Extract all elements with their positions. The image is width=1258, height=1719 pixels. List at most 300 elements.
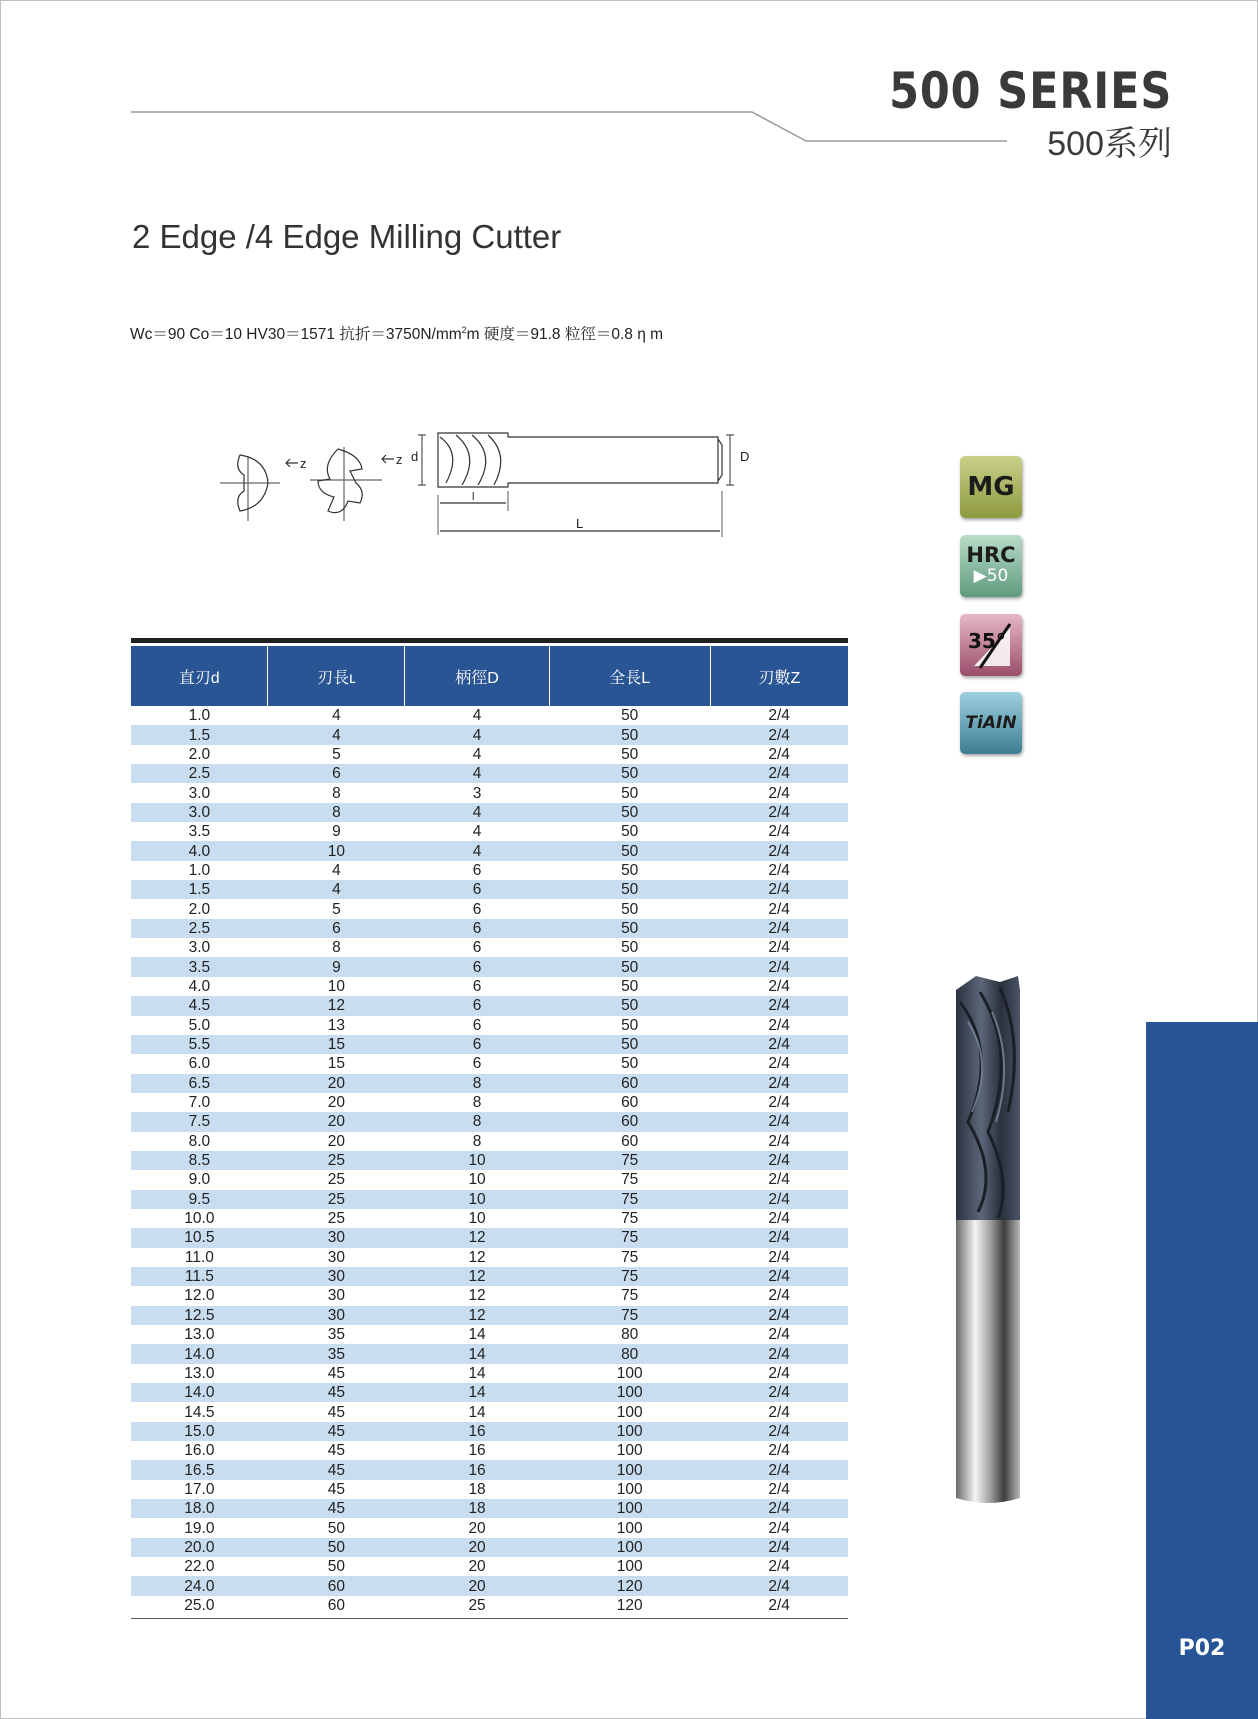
header-flute-length: 刃長ʟ: [268, 646, 405, 706]
spec-text-1: Wc＝90 Co＝10 HV30＝1571 抗折＝3750N/mm: [130, 326, 462, 343]
cell-flute-count: 2/4: [710, 957, 848, 976]
cell-flute-length: 20: [327, 1094, 345, 1112]
cell-flute-count: 2/4: [768, 939, 790, 957]
table-row: [131, 899, 848, 918]
cell-shank-diameter: 4: [472, 707, 482, 725]
cell-flute-length: 10: [327, 977, 345, 995]
cell-flute-length: 4: [268, 880, 405, 899]
cell-overall-length: 100: [616, 1364, 643, 1382]
table-row: [131, 1596, 848, 1615]
cell-cutting-diameter: 24.0: [131, 1576, 268, 1595]
cell-flute-length: 45: [327, 1480, 345, 1498]
cell-shank-diameter: 14: [468, 1364, 486, 1382]
cell-cutting-diameter: 13.0: [184, 1326, 215, 1344]
cell-flute-count: 2/4: [768, 1442, 790, 1460]
cell-shank-diameter: 4: [472, 745, 482, 763]
table-row: [131, 1248, 848, 1267]
cell-flute-count: 2/4: [768, 1094, 790, 1112]
table-row: [131, 1576, 848, 1595]
cell-cutting-diameter: 6.5: [131, 1074, 268, 1093]
table-row: [131, 1557, 848, 1576]
cell-cutting-diameter: 4.0: [131, 841, 268, 860]
cell-flute-count: 2/4: [768, 1364, 790, 1382]
cell-flute-count: 2/4: [768, 784, 790, 802]
cell-cutting-diameter: 5.5: [131, 1035, 268, 1054]
series-title: 500 SERIES: [888, 62, 1172, 120]
cutter-technical-drawing: [210, 425, 770, 555]
table-row: [131, 1422, 848, 1441]
cell-cutting-diameter: 7.5: [131, 1112, 268, 1131]
cell-shank-diameter: 20: [468, 1519, 486, 1537]
cell-cutting-diameter: 16.5: [131, 1460, 268, 1479]
cell-shank-diameter: 8: [472, 1132, 482, 1150]
table-row: [131, 1190, 848, 1209]
table-header-row: [131, 646, 848, 706]
cell-flute-count: 2/4: [710, 1538, 848, 1557]
cell-overall-length: 50: [621, 784, 639, 802]
cell-flute-length: 20: [327, 1132, 345, 1150]
cell-shank-diameter: 10: [405, 1190, 549, 1209]
cell-cutting-diameter: 3.0: [131, 803, 268, 822]
cell-cutting-diameter: 16.0: [184, 1442, 215, 1460]
table-row: [131, 1306, 848, 1325]
cell-flute-count: 2/4: [768, 1055, 790, 1073]
cell-flute-length: 13: [327, 1016, 345, 1034]
table-row: [131, 1267, 848, 1286]
cell-flute-length: 4: [332, 707, 341, 725]
cell-flute-count: 2/4: [768, 1519, 790, 1537]
hrc-badge-value: ▶50: [973, 566, 1009, 586]
cell-flute-length: 45: [327, 1403, 345, 1421]
cell-cutting-diameter: 3.5: [188, 823, 211, 841]
table-row: [131, 861, 848, 880]
table-row: [131, 725, 848, 744]
cell-shank-diameter: 18: [468, 1480, 486, 1498]
cell-flute-length: 8: [332, 939, 341, 957]
cell-flute-length: 25: [268, 1151, 405, 1170]
table-row: [131, 1460, 848, 1479]
cell-cutting-diameter: 4.0: [188, 977, 211, 995]
cell-overall-length: 50: [621, 900, 639, 918]
cell-flute-count: 2/4: [768, 1016, 790, 1034]
cell-overall-length: 50: [549, 1035, 710, 1054]
coating-badge-label: TiAIN: [965, 713, 1017, 733]
cell-overall-length: 50: [549, 996, 710, 1015]
cell-flute-count: 2/4: [768, 1248, 790, 1266]
cell-shank-diameter: 4: [405, 841, 549, 860]
cell-cutting-diameter: 25.0: [184, 1596, 215, 1614]
table-row: [131, 880, 848, 899]
cell-flute-count: 2/4: [710, 1151, 848, 1170]
table-row: [131, 1286, 848, 1305]
cell-cutting-diameter: 6.0: [188, 1055, 211, 1073]
cell-cutting-diameter: 9.0: [188, 1171, 211, 1189]
cell-flute-length: 10: [268, 841, 405, 860]
cell-flute-length: 25: [327, 1210, 345, 1228]
cell-cutting-diameter: 7.0: [188, 1094, 211, 1112]
table-row: [131, 1112, 848, 1131]
cell-flute-count: 2/4: [768, 1287, 790, 1305]
table-row: [131, 1364, 848, 1383]
cell-overall-length: 50: [549, 841, 710, 860]
cell-shank-diameter: 4: [405, 764, 549, 783]
cell-cutting-diameter: 1.5: [131, 880, 268, 899]
cell-flute-count: 2/4: [768, 977, 790, 995]
table-row: [131, 783, 848, 802]
cell-overall-length: 75: [621, 1287, 639, 1305]
cell-overall-length: 50: [549, 764, 710, 783]
cell-shank-diameter: 14: [468, 1403, 486, 1421]
cell-cutting-diameter: 1.0: [188, 861, 211, 879]
header-rule: [0, 100, 1020, 150]
table-row: [131, 957, 848, 976]
cell-cutting-diameter: 4.5: [131, 996, 268, 1015]
cell-overall-length: 100: [616, 1480, 643, 1498]
table-row: [131, 745, 848, 764]
label-z-4flute: z: [396, 452, 403, 467]
cell-overall-length: 60: [549, 1112, 710, 1131]
angle-icon: [960, 614, 1022, 676]
cell-shank-diameter: 4: [405, 803, 549, 822]
cell-cutting-diameter: 20.0: [131, 1538, 268, 1557]
cell-shank-diameter: 16: [405, 1460, 549, 1479]
table-row: [131, 706, 848, 725]
cell-flute-count: 2/4: [768, 861, 790, 879]
cell-overall-length: 75: [549, 1190, 710, 1209]
cell-overall-length: 75: [549, 1151, 710, 1170]
cell-cutting-diameter: 3.0: [188, 939, 211, 957]
helix-angle-badge: [960, 614, 1022, 676]
cell-flute-count: 2/4: [710, 919, 848, 938]
cell-cutting-diameter: 5.0: [188, 1016, 211, 1034]
cell-flute-count: 2/4: [768, 1210, 790, 1228]
cell-cutting-diameter: 3.5: [131, 957, 268, 976]
cell-cutting-diameter: 2.0: [188, 900, 211, 918]
cell-overall-length: 50: [621, 977, 639, 995]
cell-shank-diameter: 8: [405, 1112, 549, 1131]
cell-flute-length: 60: [327, 1596, 345, 1614]
cell-overall-length: 50: [549, 957, 710, 976]
cell-overall-length: 100: [616, 1558, 643, 1576]
cell-overall-length: 80: [549, 1344, 710, 1363]
cell-flute-count: 2/4: [768, 707, 790, 725]
spec-text-2: m 硬度＝91.8 粒徑＝0.8 η m: [466, 326, 664, 343]
cell-overall-length: 100: [549, 1460, 710, 1479]
cell-flute-count: 2/4: [710, 1460, 848, 1479]
cell-overall-length: 50: [549, 919, 710, 938]
hrc-badge-label: HRC: [966, 543, 1016, 567]
cell-overall-length: 75: [549, 1267, 710, 1286]
cell-cutting-diameter: 18.0: [131, 1499, 268, 1518]
cell-flute-length: 20: [268, 1074, 405, 1093]
cell-overall-length: 75: [549, 1306, 710, 1325]
cell-shank-diameter: 20: [468, 1558, 486, 1576]
cell-flute-length: 20: [268, 1112, 405, 1131]
cell-overall-length: 50: [621, 823, 639, 841]
cell-overall-length: 50: [621, 861, 639, 879]
table-row: [131, 1538, 848, 1557]
cell-cutting-diameter: 3.0: [188, 784, 211, 802]
table-row: [131, 1499, 848, 1518]
page-title: 2 Edge /4 Edge Milling Cutter: [132, 218, 562, 255]
cell-flute-count: 2/4: [710, 1383, 848, 1402]
cell-cutting-diameter: 14.0: [131, 1383, 268, 1402]
cell-flute-length: 15: [268, 1035, 405, 1054]
cell-flute-length: 45: [327, 1442, 345, 1460]
cell-flute-count: 2/4: [768, 1558, 790, 1576]
cell-flute-count: 2/4: [710, 1074, 848, 1093]
cell-overall-length: 60: [549, 1074, 710, 1093]
cell-flute-length: 50: [327, 1558, 345, 1576]
table-row: [131, 1170, 848, 1189]
page-number: P02: [1178, 1636, 1226, 1661]
cell-overall-length: 100: [549, 1499, 710, 1518]
cell-overall-length: 120: [616, 1596, 643, 1614]
cell-overall-length: 100: [616, 1442, 643, 1460]
cell-flute-length: 25: [327, 1171, 345, 1189]
cell-flute-count: 2/4: [710, 725, 848, 744]
cell-shank-diameter: 10: [405, 1151, 549, 1170]
cell-flute-count: 2/4: [710, 1344, 848, 1363]
cell-flute-length: 45: [268, 1383, 405, 1402]
cell-overall-length: 75: [621, 1171, 639, 1189]
cell-cutting-diameter: 22.0: [184, 1558, 215, 1576]
cell-cutting-diameter: 8.5: [131, 1151, 268, 1170]
hrc-badge: [960, 535, 1022, 597]
cell-shank-diameter: 12: [468, 1248, 486, 1266]
header-overall-length: 全長L: [549, 646, 710, 706]
cell-flute-count: 2/4: [710, 803, 848, 822]
cell-overall-length: 75: [621, 1210, 639, 1228]
cell-cutting-diameter: 8.0: [188, 1132, 211, 1150]
cell-flute-length: 6: [268, 764, 405, 783]
table-row: [131, 1074, 848, 1093]
cell-flute-length: 35: [268, 1344, 405, 1363]
label-d: d: [411, 449, 419, 464]
cell-cutting-diameter: 15.0: [131, 1422, 268, 1441]
table-row: [131, 1228, 848, 1247]
cell-flute-length: 45: [268, 1460, 405, 1479]
cell-flute-length: 4: [268, 725, 405, 744]
cell-shank-diameter: 4: [405, 725, 549, 744]
cell-cutting-diameter: 11.5: [131, 1267, 268, 1286]
cell-cutting-diameter: 10.0: [184, 1210, 215, 1228]
cell-flute-count: 2/4: [768, 1480, 790, 1498]
cell-shank-diameter: 12: [405, 1228, 549, 1247]
cell-flute-length: 30: [327, 1287, 345, 1305]
cell-flute-count: 2/4: [768, 745, 790, 763]
table-bottom-rule: [131, 1618, 848, 1619]
cell-cutting-diameter: 9.5: [131, 1190, 268, 1209]
cell-flute-length: 60: [268, 1576, 405, 1595]
cell-flute-count: 2/4: [768, 823, 790, 841]
cell-flute-count: 2/4: [768, 1403, 790, 1421]
cell-overall-length: 50: [549, 803, 710, 822]
cell-shank-diameter: 8: [472, 1094, 482, 1112]
table-row: [131, 822, 848, 841]
cell-flute-count: 2/4: [710, 1267, 848, 1286]
cell-overall-length: 75: [621, 1248, 639, 1266]
cell-flute-count: 2/4: [710, 1228, 848, 1247]
cell-flute-count: 2/4: [710, 880, 848, 899]
cell-overall-length: 50: [549, 880, 710, 899]
cell-shank-diameter: 16: [468, 1442, 486, 1460]
cell-overall-length: 50: [549, 725, 710, 744]
cell-shank-diameter: 6: [405, 957, 549, 976]
cell-overall-length: 120: [549, 1576, 710, 1595]
table-row: [131, 803, 848, 822]
header-shank-diameter: 柄徑D: [405, 646, 549, 706]
cell-shank-diameter: 6: [472, 1055, 482, 1073]
cell-cutting-diameter: 2.5: [131, 764, 268, 783]
cell-shank-diameter: 6: [472, 900, 482, 918]
cell-shank-diameter: 6: [405, 880, 549, 899]
header-cutting-diameter: 直刃d: [131, 646, 268, 706]
cell-flute-count: 2/4: [710, 1576, 848, 1595]
cell-flute-count: 2/4: [710, 1035, 848, 1054]
table-row: [131, 1518, 848, 1537]
cell-cutting-diameter: 10.5: [131, 1228, 268, 1247]
cell-shank-diameter: 14: [468, 1326, 486, 1344]
mg-badge: [960, 456, 1022, 518]
cell-flute-count: 2/4: [710, 1112, 848, 1131]
cell-shank-diameter: 14: [405, 1383, 549, 1402]
spec-superscript: 2: [461, 324, 467, 335]
cell-shank-diameter: 10: [468, 1171, 486, 1189]
table-row: [131, 1325, 848, 1344]
end-mill-product-image: [948, 972, 1028, 1512]
table-row: [131, 1402, 848, 1421]
cell-shank-diameter: 16: [405, 1422, 549, 1441]
cell-overall-length: 50: [621, 939, 639, 957]
cell-shank-diameter: 14: [405, 1344, 549, 1363]
table-row: [131, 1344, 848, 1363]
cell-shank-diameter: 6: [472, 861, 482, 879]
cell-cutting-diameter: 19.0: [184, 1519, 215, 1537]
cell-flute-count: 2/4: [710, 1306, 848, 1325]
mg-badge-label: MG: [967, 472, 1015, 502]
cell-flute-length: 4: [332, 861, 341, 879]
cell-flute-count: 2/4: [710, 841, 848, 860]
cell-shank-diameter: 3: [472, 784, 482, 802]
spec-table: [131, 646, 848, 1615]
cell-flute-length: 30: [268, 1267, 405, 1286]
cell-cutting-diameter: 13.0: [184, 1364, 215, 1382]
cell-flute-length: 9: [332, 823, 341, 841]
cell-cutting-diameter: 11.0: [184, 1248, 214, 1266]
table-row: [131, 1016, 848, 1035]
cell-flute-length: 8: [268, 803, 405, 822]
table-row: [131, 1151, 848, 1170]
cell-flute-count: 2/4: [768, 1132, 790, 1150]
cell-shank-diameter: 25: [468, 1596, 486, 1614]
cell-flute-length: 45: [268, 1499, 405, 1518]
cell-cutting-diameter: 1.5: [131, 725, 268, 744]
label-L: L: [576, 516, 584, 531]
cell-flute-length: 50: [268, 1538, 405, 1557]
table-row: [131, 977, 848, 996]
cell-overall-length: 100: [549, 1538, 710, 1557]
table-row: [131, 1480, 848, 1499]
cell-overall-length: 80: [621, 1326, 639, 1344]
table-row: [131, 1209, 848, 1228]
cell-cutting-diameter: 12.0: [184, 1287, 215, 1305]
cell-shank-diameter: 6: [472, 977, 482, 995]
cell-shank-diameter: 6: [472, 939, 482, 957]
table-row: [131, 996, 848, 1015]
cell-flute-count: 2/4: [710, 996, 848, 1015]
table-row: [131, 1093, 848, 1112]
coating-badge: [960, 692, 1022, 754]
table-row: [131, 938, 848, 957]
label-l: l: [472, 491, 475, 503]
cell-shank-diameter: 6: [405, 1035, 549, 1054]
cell-flute-count: 2/4: [710, 1190, 848, 1209]
cell-shank-diameter: 12: [468, 1287, 486, 1305]
cell-flute-length: 30: [268, 1228, 405, 1247]
cell-shank-diameter: 12: [405, 1306, 549, 1325]
cell-flute-length: 35: [327, 1326, 345, 1344]
cell-overall-length: 100: [549, 1383, 710, 1402]
cell-cutting-diameter: 12.5: [131, 1306, 268, 1325]
material-spec: [130, 322, 663, 344]
cell-flute-count: 2/4: [710, 1499, 848, 1518]
cell-flute-length: 12: [268, 996, 405, 1015]
cell-flute-length: 8: [332, 784, 341, 802]
angle-label: 35°: [968, 629, 1006, 653]
label-z-2flute: z: [300, 456, 307, 471]
cell-flute-count: 2/4: [768, 1171, 790, 1189]
cell-overall-length: 100: [549, 1422, 710, 1441]
cell-cutting-diameter: 2.5: [131, 919, 268, 938]
cell-overall-length: 50: [621, 745, 639, 763]
series-subtitle: 500系列: [1047, 125, 1172, 163]
table-row: [131, 1054, 848, 1073]
table-row: [131, 841, 848, 860]
cell-overall-length: 100: [616, 1403, 643, 1421]
cell-flute-length: 45: [327, 1364, 345, 1382]
cell-flute-count: 2/4: [710, 1422, 848, 1441]
cell-overall-length: 60: [621, 1094, 639, 1112]
cell-flute-length: 9: [268, 957, 405, 976]
label-D: D: [740, 449, 750, 464]
cell-shank-diameter: 8: [405, 1074, 549, 1093]
cell-shank-diameter: 6: [405, 996, 549, 1015]
cell-shank-diameter: 18: [405, 1499, 549, 1518]
table-row: [131, 764, 848, 783]
cell-flute-length: 5: [332, 900, 341, 918]
table-row: [131, 1132, 848, 1151]
cell-flute-length: 30: [268, 1306, 405, 1325]
cell-shank-diameter: 6: [405, 919, 549, 938]
cell-flute-length: 30: [327, 1248, 345, 1266]
cell-flute-length: 25: [268, 1190, 405, 1209]
table-row: [131, 919, 848, 938]
header-flute-count: 刃數Z: [710, 646, 848, 706]
table-row: [131, 1035, 848, 1054]
cell-shank-diameter: 20: [405, 1538, 549, 1557]
cell-cutting-diameter: 14.5: [184, 1403, 215, 1421]
cell-flute-length: 6: [268, 919, 405, 938]
cell-shank-diameter: 12: [405, 1267, 549, 1286]
cell-flute-length: 5: [332, 745, 341, 763]
cell-shank-diameter: 4: [472, 823, 482, 841]
cell-flute-count: 2/4: [768, 1326, 790, 1344]
cell-flute-length: 45: [268, 1422, 405, 1441]
cell-cutting-diameter: 2.0: [188, 745, 211, 763]
cell-cutting-diameter: 17.0: [184, 1480, 215, 1498]
cell-cutting-diameter: 14.0: [131, 1344, 268, 1363]
